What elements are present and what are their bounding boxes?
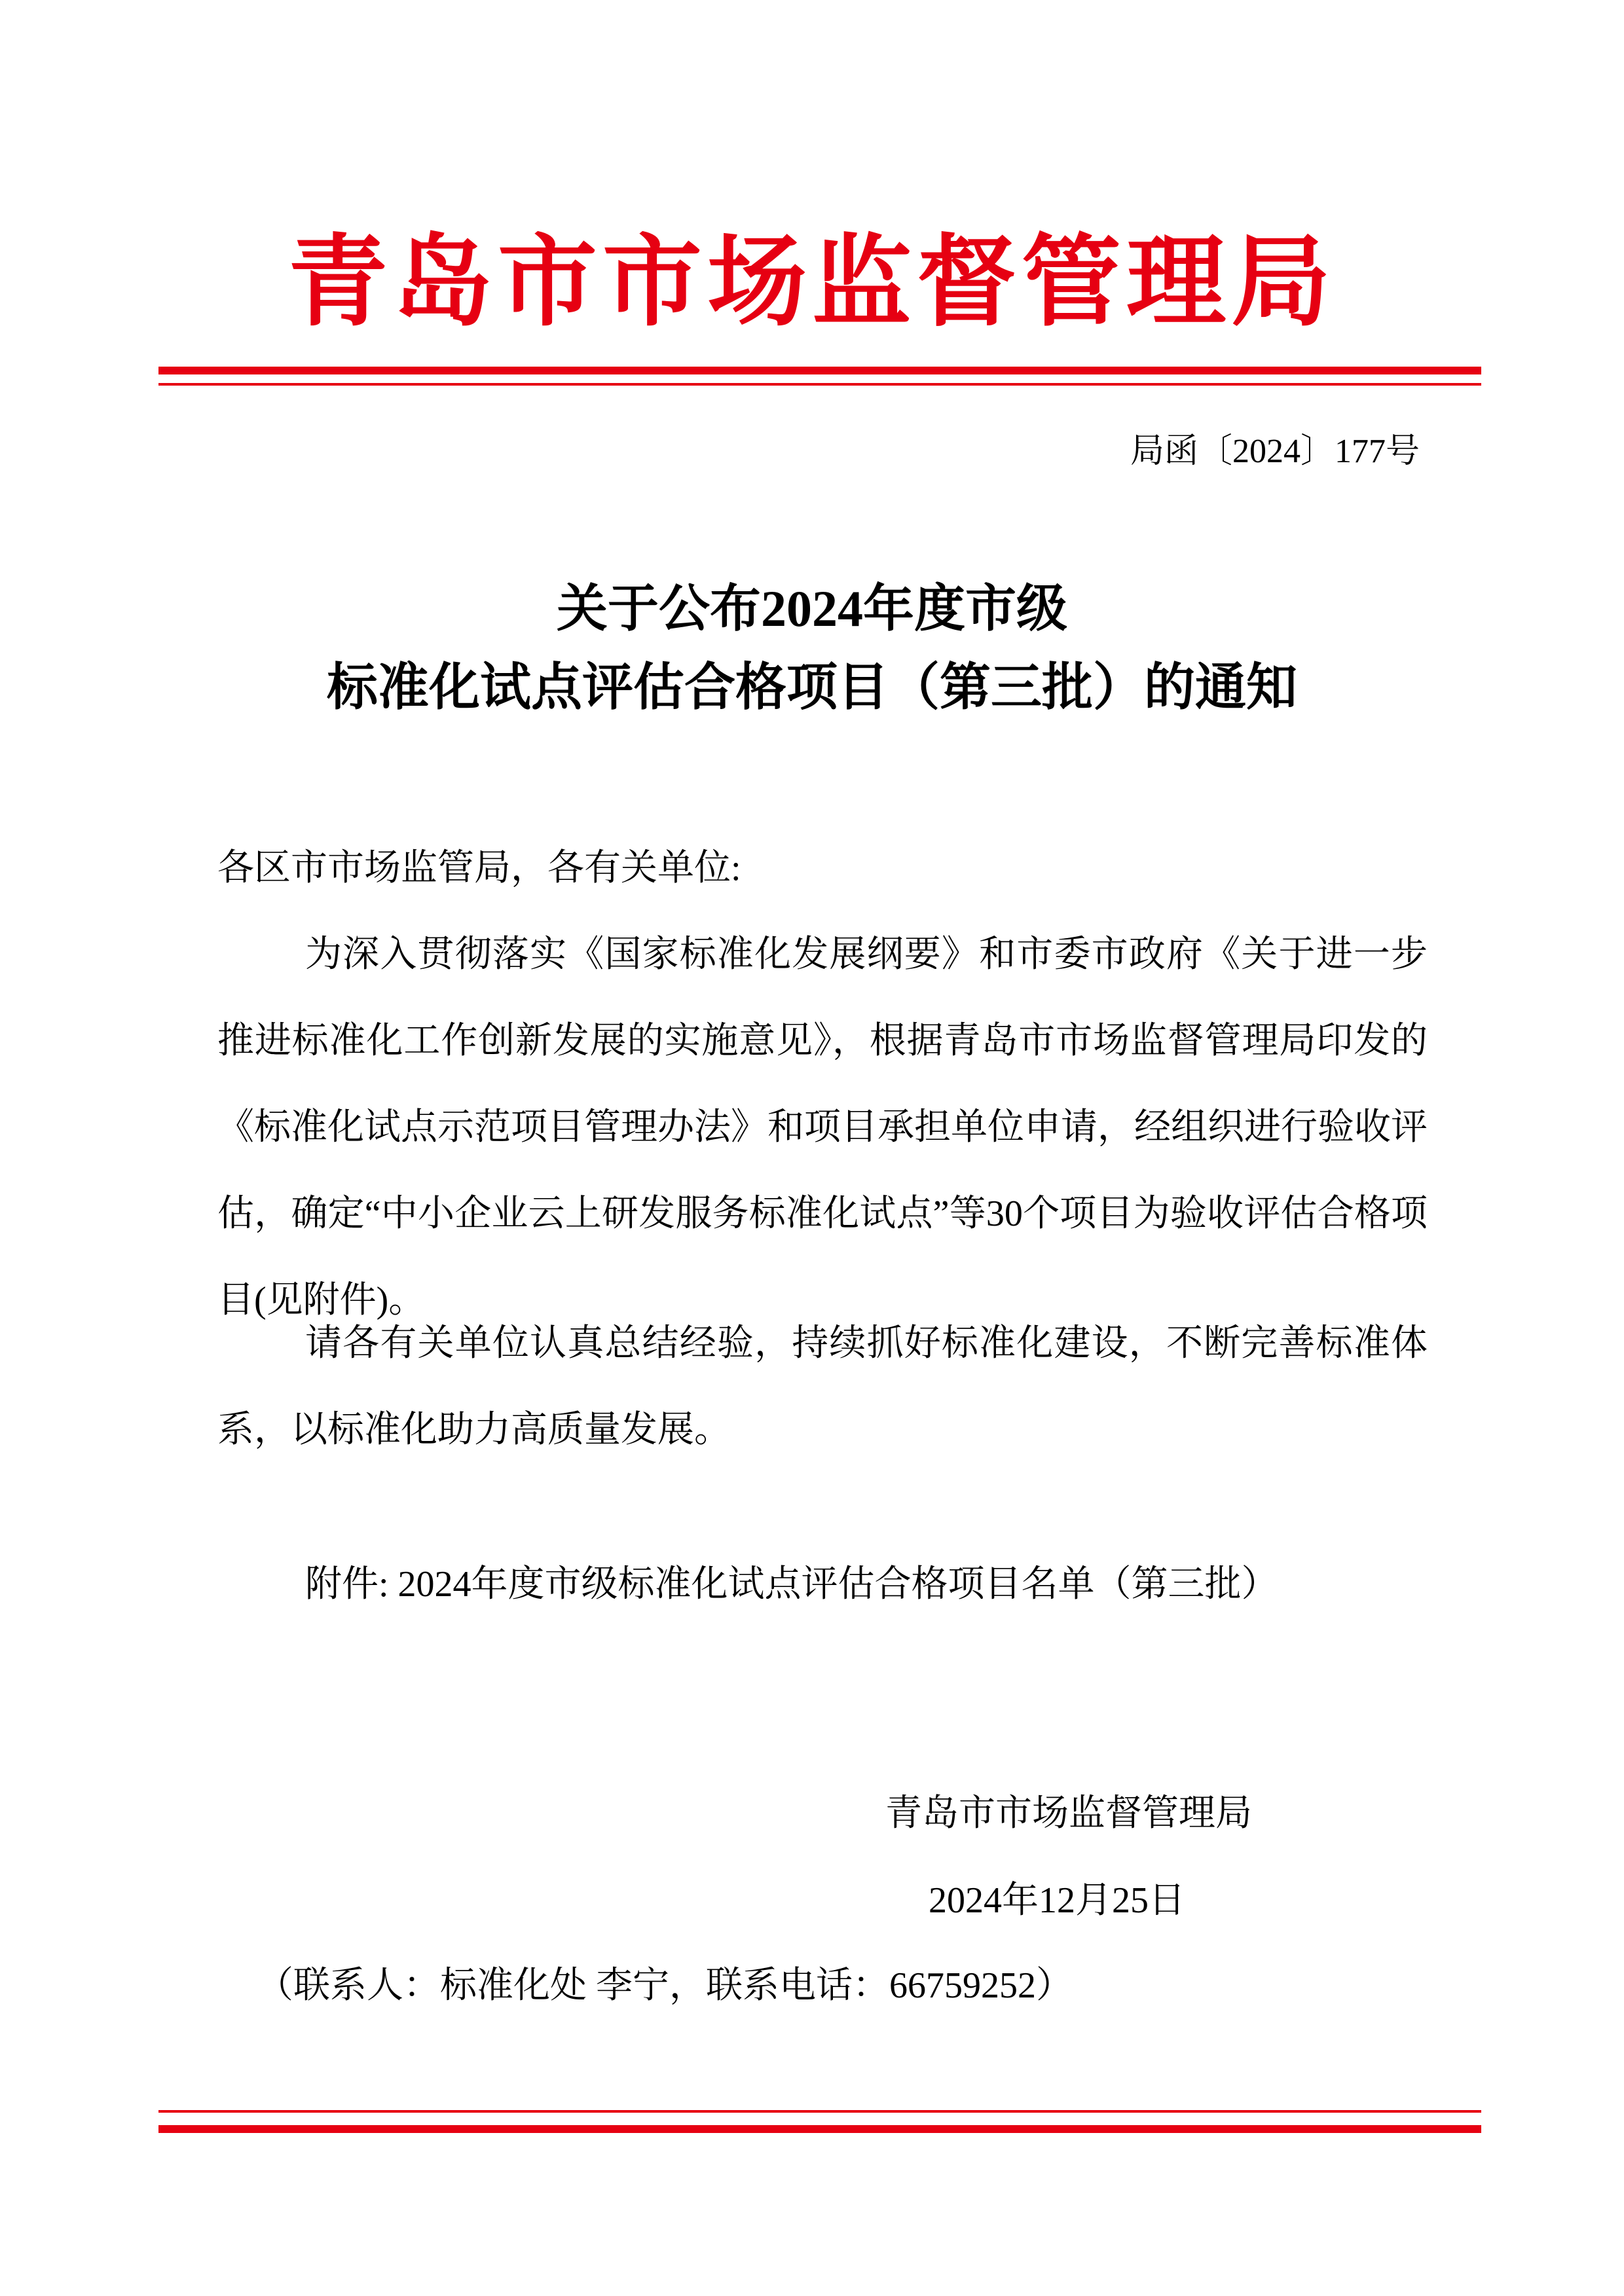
document-title [157, 570, 1467, 727]
contact-info: （联系人：标准化处 李宁，联系电话：66759252） [257, 1965, 1073, 2006]
masthead-rule-thick [158, 367, 1481, 374]
masthead-rule-thin [158, 383, 1481, 386]
issuer-signature: 青岛市市场监督管理局 [885, 1793, 1252, 1834]
title-line-1: 关于公布2024年度市级 [556, 580, 1067, 637]
agency-masthead: 青岛市市场监督管理局 [288, 223, 1336, 340]
footer-rule-thick [158, 2125, 1481, 2133]
issue-date: 2024年12月25日 [929, 1880, 1185, 1921]
footer-rule-thin [158, 2110, 1481, 2113]
body-paragraph-2: 请各有关单位认真总结经验，持续抓好标准化建设，不断完善标准体系，以标准化助力高质量发展。 [217, 1323, 1428, 1450]
attachment-note: 附件: 2024年度市级标准化试点评估合格项目名单（第三批） [305, 1564, 1278, 1605]
salutation: 各区市市场监管局，各有关单位: [217, 848, 741, 888]
document-number: 局函〔2024〕177号 [1130, 433, 1420, 470]
body-paragraph-1: 为深入贯彻落实《国家标准化发展纲要》和市委市政府《关于进一步推进标准化工作创新发展的实施意见》，根据青岛市市场监督管理局印发的《标准化试点示范项目管理办法》和项目承担单位申请，经组织进行验收评估，确定“中小企业云上研发服务标准化试点”等30个项目为验收评估合格项目(见附件)。 [217, 934, 1428, 1321]
title-line-2: 标准化试点评估合格项目（第三批）的通知 [326, 659, 1297, 716]
